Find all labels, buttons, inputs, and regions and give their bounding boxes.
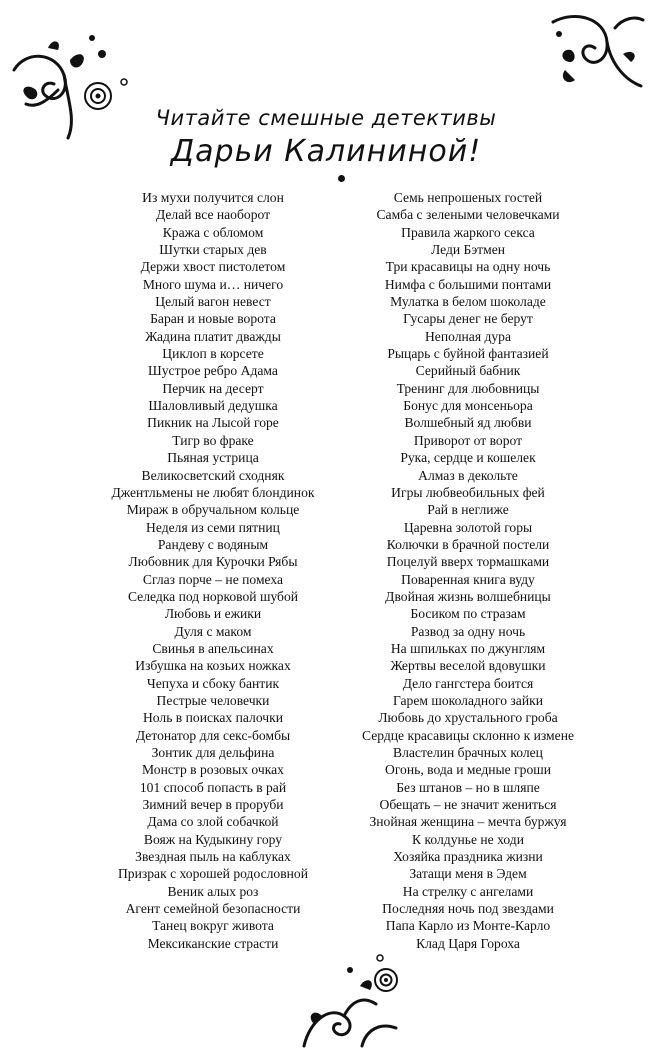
- book-title: Дуля с маком: [174, 623, 252, 639]
- book-title: Монстр в розовых очках: [142, 762, 284, 778]
- flourish-ornament-icon: [300, 950, 410, 1050]
- book-title: К колдунье не ходи: [412, 831, 524, 847]
- book-title: Избушка на козьих ножках: [135, 658, 291, 674]
- book-title: Любовник для Курочки Рябы: [128, 554, 298, 570]
- book-title: Тренинг для любовницы: [396, 380, 540, 396]
- book-title: Три красавицы на одну ночь: [385, 259, 551, 275]
- book-title: Жадина платит дважды: [145, 328, 281, 344]
- book-title: Много шума и… ничего: [142, 276, 284, 292]
- book-title: Бонус для монсеньора: [403, 398, 533, 414]
- book-title: Ноль в поисках палочки: [142, 710, 283, 726]
- book-title: Босиком по стразам: [410, 606, 526, 622]
- book-title: Клад Царя Гороха: [416, 935, 520, 951]
- book-title: Властелин брачных колец: [393, 745, 543, 760]
- book-title: Гарем шоколадного зайки: [393, 692, 543, 708]
- book-title: Циклоп в корсете: [162, 346, 264, 362]
- book-title: Семь непрошеных гостей: [393, 190, 543, 205]
- book-title: Целый вагон невест: [155, 294, 271, 310]
- book-title: 101 способ попасть в рай: [139, 779, 287, 795]
- book-title: Селедка под норковой шубой: [127, 588, 299, 604]
- book-title: Кража с обломом: [162, 224, 264, 240]
- book-title: Танец вокруг живота: [152, 918, 274, 934]
- book-title: Рай в неглиже: [427, 502, 509, 518]
- book-title: Царевна золотой горы: [403, 519, 533, 535]
- book-title: Веник алых роз: [167, 883, 259, 899]
- book-title: Рандеву с водяным: [157, 536, 269, 552]
- book-list-left: [68, 189, 358, 952]
- book-title: Поцелуй вверх тормашками: [386, 554, 550, 570]
- flourish-ornament-icon: [545, 8, 645, 103]
- book-title: Держи хвост пистолетом: [140, 259, 286, 275]
- book-title: Обещать – не значит жениться: [379, 797, 557, 813]
- book-title: Гусары денег не берут: [403, 311, 533, 327]
- book-title: Мулатка в белом шоколаде: [390, 294, 546, 310]
- book-title: Чепуха и сбоку бантик: [146, 675, 280, 691]
- book-title: Тигр во фраке: [172, 432, 254, 448]
- book-title: Дело гангстера боится: [402, 675, 534, 691]
- book-title: Пестрые человечки: [156, 692, 270, 708]
- book-title: Развод за одну ночь: [410, 623, 526, 639]
- book-list-right: [323, 189, 613, 952]
- book-title: Неполная дура: [424, 328, 512, 344]
- book-title: Знойная женщина – мечта буржуя: [369, 814, 567, 830]
- book-title: Шутки старых дев: [159, 242, 267, 258]
- heading-title: Дарьи Калининой!: [170, 134, 482, 169]
- book-title: Вояж на Кудыкину гору: [143, 831, 283, 847]
- book-title: Жертвы веселой вдовушки: [390, 658, 546, 674]
- book-title: Перчик на десерт: [162, 380, 264, 396]
- book-title: Пикник на Лысой горе: [147, 415, 279, 431]
- book-title: Детонатор для секс-бомбы: [135, 727, 291, 743]
- book-title: Пьяная устрица: [167, 450, 259, 466]
- book-title: Свинья в апельсинах: [152, 640, 274, 656]
- book-title: Мексиканские страсти: [147, 935, 279, 951]
- book-title: Сердце красавицы склонно к измене: [361, 727, 575, 743]
- book-title: Любовь и ежики: [164, 606, 262, 622]
- book-title: Хозяйка праздника жизни: [393, 849, 543, 865]
- book-title: Серийный бабник: [415, 363, 521, 379]
- book-title: Делай все наоборот: [155, 207, 271, 223]
- book-title: Нимфа с большими понтами: [384, 276, 552, 292]
- book-title: Баран и новые ворота: [150, 311, 276, 327]
- book-title: Папа Карло из Монте-Карло: [385, 918, 551, 934]
- book-title: Звездная пыль на каблуках: [135, 849, 291, 865]
- book-title: Двойная жизнь волшебницы: [385, 588, 551, 604]
- book-title: Леди Бэтмен: [430, 242, 506, 258]
- book-title: Сглаз порче – не помеха: [142, 571, 284, 587]
- book-title: Затащи меня в Эдем: [409, 866, 527, 882]
- book-title: Без штанов – но в шляпе: [396, 779, 540, 795]
- book-title: Самба с зелеными человечками: [376, 207, 560, 223]
- book-title: Последняя ночь под звездами: [382, 901, 554, 917]
- book-title: Зимний вечер в проруби: [142, 797, 284, 813]
- book-title: На шпильках по джунглям: [390, 640, 546, 656]
- book-title: Алмаз в декольте: [418, 467, 518, 483]
- book-title: Приворот от ворот: [413, 432, 523, 448]
- flower-icon: [375, 969, 397, 991]
- dot-icon: [338, 175, 345, 182]
- book-title: На стрелку с ангелами: [402, 883, 534, 899]
- book-title: Неделя из семи пятниц: [146, 519, 280, 535]
- book-title: Колючки в брачной постели: [386, 536, 550, 552]
- book-title: Поваренная книга вуду: [401, 571, 535, 587]
- book-title: Из мухи получится слон: [142, 190, 284, 205]
- book-title: Волшебный яд любви: [404, 415, 532, 431]
- book-title: Рыцарь с буйной фантазией: [387, 346, 549, 362]
- book-title: Игры любвеобильных фей: [391, 484, 545, 500]
- book-title: Шустрое ребро Адама: [148, 363, 278, 379]
- book-title: Шаловливый дедушка: [148, 398, 278, 414]
- book-title: Призрак с хорошей родословной: [117, 866, 308, 882]
- book-title: Агент семейной безопасности: [125, 901, 301, 917]
- book-title: Правила жаркого секса: [401, 224, 535, 240]
- book-title: Джентльмены не любят блондинок: [111, 484, 315, 500]
- book-title: Мираж в обручальном кольце: [126, 502, 300, 518]
- book-title: Любовь до хрустального гроба: [378, 710, 558, 726]
- book-title: Огонь, вода и медные гроши: [385, 762, 551, 778]
- book-title: Рука, сердце и кошелек: [400, 450, 536, 466]
- book-title: Зонтик для дельфина: [151, 745, 275, 760]
- heading-subtitle: Читайте смешные детективы: [155, 106, 497, 130]
- book-title: Великосветский сходняк: [141, 467, 285, 483]
- book-title: Дама со злой собачкой: [147, 814, 279, 830]
